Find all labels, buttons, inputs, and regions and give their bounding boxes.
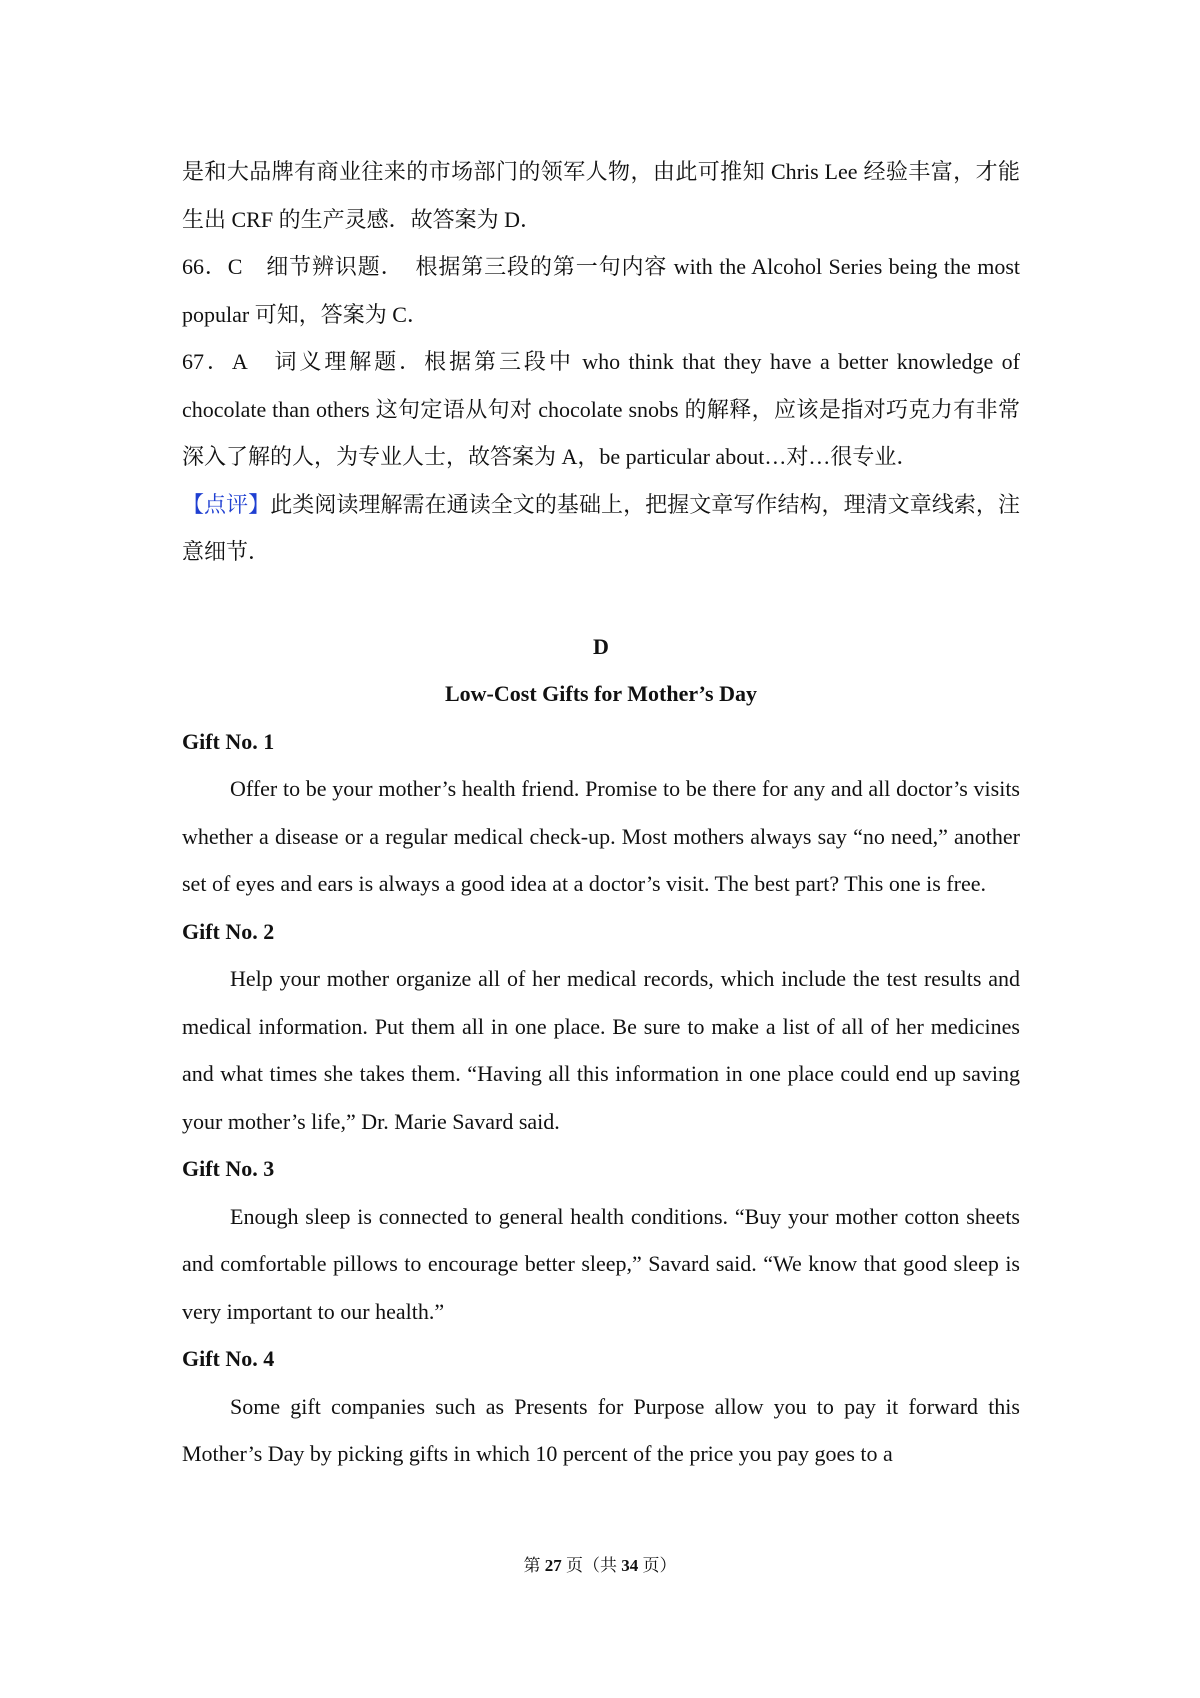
gift-heading: Gift No. 2 bbox=[182, 918, 275, 944]
footer-middle: 页（共 bbox=[561, 1556, 622, 1575]
section-letter: D bbox=[593, 633, 609, 659]
gift-paragraph: Some gift companies such as Presents for Purpose allow you to pay it forward this Mother’s Day by picking gifts in which 10 percent of the price you pay goes to a bbox=[182, 1393, 1020, 1466]
footer-total-pages: 34 bbox=[621, 1556, 639, 1575]
gift-paragraph: Help your mother organize all of her medical records, which include the test results and medical information. Put them all in one place. Be sure to make a list of all of her medicines and what times she takes them. “Having all this information in one place could end up saving your mother’s life,” Dr. Marie Savard said. bbox=[182, 966, 1020, 1134]
footer-prefix: 第 bbox=[523, 1556, 545, 1575]
answer-66: 66．C 细节辨识题． 根据第三段的第一句内容 with the Alcohol Series being the most popular 可知，答案为 C． bbox=[182, 254, 1020, 327]
gift-paragraph: Offer to be your mother’s health friend. Promise to be there for any and all doctor’s visits whether a disease or a regular medical check-up. Most mothers always say “no need,” another set of eyes and ears is always a good idea at a doctor’s visit. The best part? This one is free. bbox=[182, 776, 1020, 896]
section-spacer bbox=[182, 576, 1020, 623]
passage-title: Low-Cost Gifts for Mother’s Day bbox=[444, 681, 757, 706]
comment-text: 此类阅读理解需在通读全文的基础上，把握文章写作结构，理清文章线索，注意细节． bbox=[182, 491, 1020, 564]
footer-page-number: 27 bbox=[544, 1556, 562, 1575]
gift-heading: Gift No. 3 bbox=[182, 1156, 275, 1181]
gift-heading: Gift No. 4 bbox=[182, 1346, 275, 1371]
answer-65-continuation: 是和大品牌有商业往来的市场部门的领军人物，由此可推知 Chris Lee 经验丰富，才能生出 CRF 的生产灵感．故答案为 D． bbox=[182, 159, 1020, 232]
gift-paragraph: Enough sleep is connected to general health conditions. “Buy your mother cotton sheets and comfortable pillows to encourage better sleep,” Savard said. “We know that good sleep is very important to our health.” bbox=[182, 1203, 1020, 1324]
page-content bbox=[182, 148, 1020, 1478]
page-footer bbox=[0, 1554, 1200, 1578]
answer-67: 67．A 词义理解题．根据第三段中 who think that they have a better knowledge of chocolate than others 这句定语从句对 chocolate snobs 的解释，应该是指对巧克力有非常深入了解的人，为专业人士，故答案为 A，be particular about…对…很专业． bbox=[182, 349, 1020, 469]
footer-suffix: 页） bbox=[638, 1556, 677, 1575]
gift-heading: Gift No. 1 bbox=[182, 728, 275, 754]
comment-paragraph bbox=[182, 481, 1020, 576]
comment-tag: 【点评】 bbox=[182, 491, 271, 517]
